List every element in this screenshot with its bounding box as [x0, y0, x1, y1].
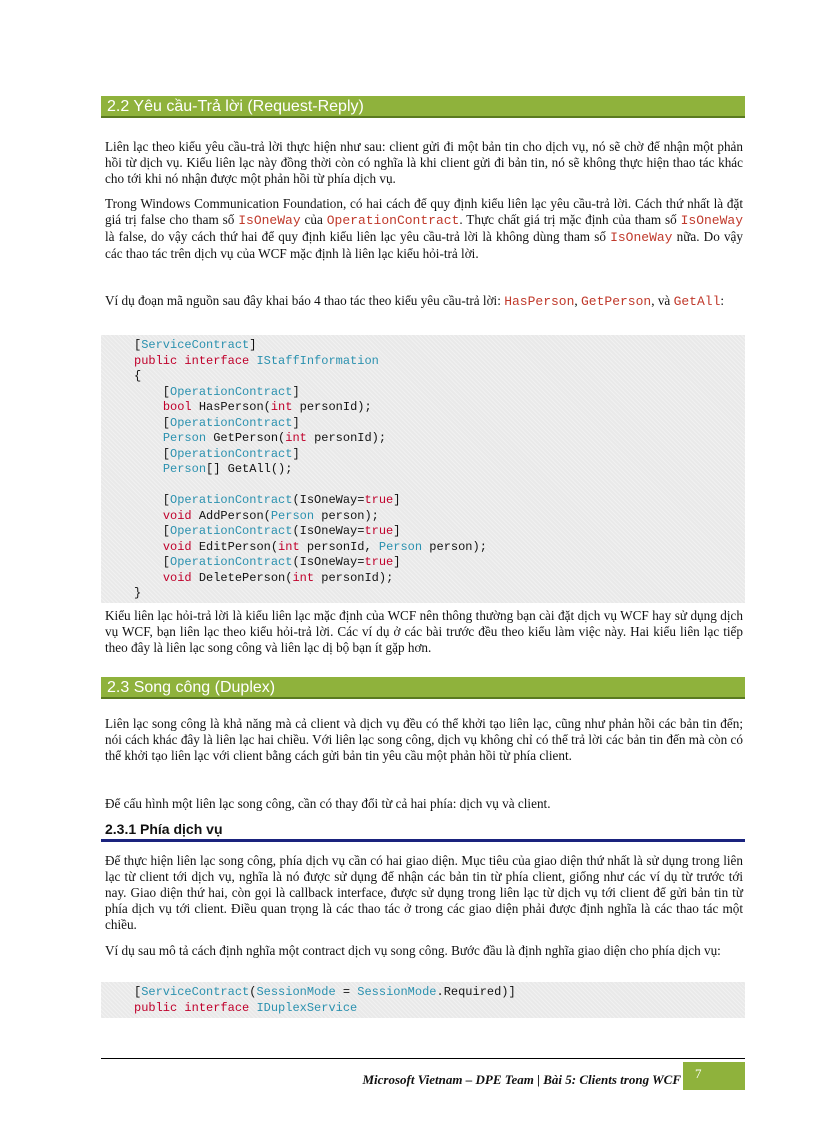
page-number: 7	[683, 1062, 745, 1090]
inline-code: HasPerson	[504, 294, 575, 309]
code-line	[101, 478, 745, 494]
code-line: void EditPerson(int personId, Person person);	[162, 539, 487, 554]
code-line: [OperationContract]	[134, 446, 300, 461]
code-line: void AddPerson(Person person);	[162, 508, 379, 523]
paragraph-service-side: Để thực hiện liên lạc song công, phía dịch vụ cần có hai giao diện. Mục tiêu của giao diện thứ nhất là sử dụng trong liên lạc từ client tới dịch vụ, nghĩa là nó được sử dụng để nhận các bản tin từ phía client, giống như các ví dụ từ trước tới nay. Giao diện thứ hai, còn gọi là callback interface, được sử dụng trong liên lạc từ dịch vụ tới client để gửi bản tin từ phía dịch vụ tới client. Điều quan trọng là các thao tác ở trong các giao diện phải được định nghĩa là các thao tác một chiều.	[105, 853, 743, 932]
code-line: bool HasPerson(int personId);	[162, 400, 372, 414]
code-line: Person[] GetAll();	[162, 462, 293, 476]
paragraph-request-reply-default: Kiểu liên lạc hỏi-trả lời là kiểu liên lạc mặc định của WCF nên thông thường bạn cài đặt dịch vụ WCF hay sử dụng dịch vụ WCF, bạn liên lạc theo kiểu hỏi-trả lời. Các ví dụ ở các bài trước đều theo kiểu làm việc này. Hai kiểu liên lạc tiếp theo đây là liên lạc song công và liên lạc dị bộ bạn ít gặp hơn.	[105, 608, 743, 655]
code-line: [OperationContract]	[134, 384, 300, 399]
inline-code: IsOneWay	[610, 230, 673, 245]
inline-code: IsOneWay	[238, 213, 301, 228]
code-line: Person GetPerson(int personId);	[162, 431, 387, 445]
code-line: void DeletePerson(int personId);	[162, 570, 394, 585]
paragraph-wcf-request-reply: Trong Windows Communication Foundation, có hai cách để quy định kiểu liên lạc yêu cầu-trả lời. Cách thứ nhất là đặt giá trị false cho tham số IsOneWay của OperationContract. Thực chất giá trị mặc định của tham số IsOneWay là false, do vậy cách thứ hai để quy định kiểu liên lạc yêu cầu-trả lời là không dùng tham số IsOneWay nữa. Do vậy các thao tác trên dịch vụ của WCF mặc định là liên lạc kiểu hỏi-trả lời.	[105, 196, 744, 261]
code-block-duplex-service	[101, 982, 745, 1018]
code-line: [ServiceContract]	[134, 338, 257, 352]
section-heading-request-reply: 2.2 Yêu cầu-Trả lời (Request-Reply)	[101, 96, 745, 118]
inline-code: IsOneWay	[680, 213, 744, 228]
inline-code: GetPerson	[581, 294, 652, 309]
paragraph-duplex-intro: Liên lạc song công là khả năng mà cả client và dịch vụ đều có thể khởi tạo liên lạc, cũng như phản hồi các bản tin đến; nói cách khác đây là liên lạc hai chiều. Với liên lạc song công, dịch vụ không chỉ có thể trả lời các bản tin đến mà còn có thể khởi tạo liên lạc với client bằng cách gửi bản tin yêu cầu một phản hồi từ phía client.	[105, 716, 743, 763]
footer-text: Microsoft Vietnam – DPE Team | Bài 5: Clients trong WCF	[362, 1072, 681, 1087]
subsection-rule	[101, 839, 745, 842]
code-line: public interface IDuplexService	[134, 1000, 358, 1015]
inline-code: OperationContract	[326, 213, 460, 228]
code-line: {	[134, 369, 142, 383]
code-line: [OperationContract(IsOneWay=true]	[134, 555, 401, 569]
paragraph-example-intro: Ví dụ đoạn mã nguồn sau đây khai báo 4 thao tác theo kiểu yêu cầu-trả lời: HasPerson, GetPerson, và GetAll:	[105, 293, 725, 309]
subsection-heading-service-side: 2.3.1 Phía dịch vụ	[105, 821, 223, 837]
code-line: [OperationContract(IsOneWay=true]	[134, 493, 401, 507]
code-block-staff-information	[101, 335, 745, 603]
section-heading-duplex: 2.3 Song công (Duplex)	[101, 677, 745, 699]
code-line: [OperationContract]	[134, 415, 300, 430]
paragraph-contract-example: Ví dụ sau mô tả cách định nghĩa một contract dịch vụ song công. Bước đầu là định nghĩa giao diện cho phía dịch vụ:	[105, 943, 721, 958]
paragraph-request-reply-intro: Liên lạc theo kiểu yêu cầu-trả lời thực hiện như sau: client gửi đi một bản tin cho dịch vụ, nó sẽ chờ để nhận một phản hồi từ dịch vụ. Kiểu liên lạc này đồng thời còn có nghĩa là khi client gửi đi bản tin, nó sẽ không thực hiện thao tác khác cho tới khi nó nhận được một phản hồi từ phía dịch vụ.	[105, 139, 743, 186]
code-line: [OperationContract(IsOneWay=true]	[134, 524, 401, 538]
footer-rule	[101, 1058, 745, 1059]
paragraph-duplex-config: Để cấu hình một liên lạc song công, cần có thay đổi từ cả hai phía: dịch vụ và client.	[105, 796, 551, 811]
code-line: public interface IStaffInformation	[134, 353, 379, 368]
inline-code: GetAll	[673, 294, 721, 309]
code-line: }	[134, 586, 142, 600]
code-line: [ServiceContract(SessionMode = SessionMode.Required)]	[134, 985, 516, 999]
